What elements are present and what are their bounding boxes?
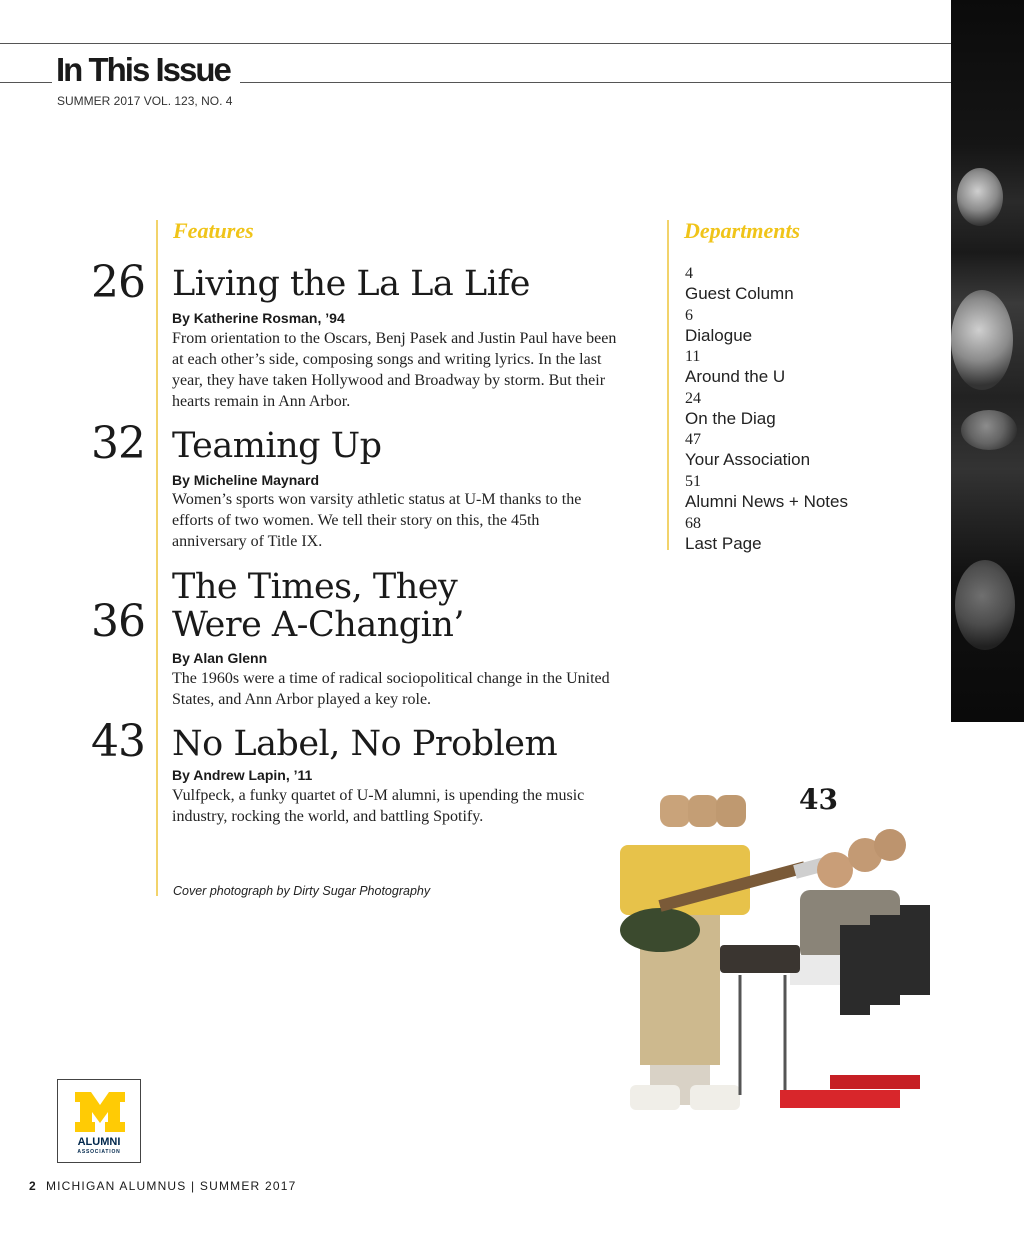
department-page: 68 [685, 514, 701, 532]
block-m-icon [75, 1092, 125, 1132]
feature-byline: By Micheline Maynard [172, 472, 320, 488]
header-left-rule [0, 82, 52, 83]
feature-page-number: 32 [91, 418, 145, 469]
feature-description: The 1960s were a time of radical sociopolitical change in the United States, and Ann Arbor played a key role. [172, 670, 610, 708]
photo-page-reference: 43 [799, 783, 838, 816]
departments-rule [667, 220, 669, 550]
feature-description: From orientation to the Oscars, Benj Pasek and Justin Paul have been at each other’s side, composing songs and writing lyrics. In the last year, they have taken Hollywood and Broadway by storm. But their hearts remain in Ann Arbor. [172, 330, 617, 410]
department-item[interactable] [685, 431, 885, 473]
feature-title[interactable]: No Label, No Problem [172, 724, 558, 764]
cover-credit: Cover photograph by Dirty Sugar Photography [173, 884, 431, 898]
crowd-face-2 [951, 290, 1013, 390]
footer-page-number: 2 [29, 1179, 37, 1193]
department-label: Guest Column [685, 284, 794, 303]
department-page: 11 [685, 348, 701, 366]
features-heading: Features [173, 218, 254, 243]
department-label: Dialogue [685, 325, 753, 345]
feature-title-line-2[interactable]: Were A-Changin’ [172, 605, 464, 645]
header-right-rule [240, 82, 951, 83]
department-label: Your Association [685, 450, 811, 470]
footer [29, 1179, 296, 1193]
department-page: 24 [685, 389, 701, 407]
department-item[interactable] [685, 473, 885, 515]
logo-line-2: ASSOCIATION [77, 1149, 121, 1155]
department-page: 47 [685, 431, 701, 449]
header-top-rule [0, 43, 951, 44]
feature-page-number: 36 [91, 596, 145, 647]
feature-title[interactable]: Teaming Up [172, 426, 382, 466]
feature-title[interactable]: Living the La La Life [172, 264, 530, 304]
department-item[interactable] [685, 265, 885, 307]
department-label: Around the U [685, 367, 786, 387]
page-title: In This Issue [56, 51, 230, 88]
features-rule [156, 220, 158, 896]
issue-subtitle: SUMMER 2017 VOL. 123, NO. 4 [57, 94, 233, 108]
feature-title-line-1[interactable]: The Times, They [172, 567, 458, 607]
feature-page-number: 26 [91, 257, 145, 308]
feature-byline: By Andrew Lapin, ’11 [172, 767, 313, 783]
department-item[interactable] [685, 348, 885, 390]
department-item[interactable] [685, 515, 885, 557]
feature-description: Women’s sports won varsity athletic status at U-M thanks to the efforts of two women. We tell their story on this, the 45th anniversary of Title IX. [172, 491, 582, 550]
feature-description: Vulfpeck, a funky quartet of U-M alumni, is upending the music industry, rocking the world, and battling Spotify. [172, 787, 585, 825]
alumni-association-logo [57, 1079, 141, 1163]
department-page: 6 [685, 306, 693, 324]
band-photo [600, 785, 950, 1145]
feature-byline: By Katherine Rosman, ’94 [172, 310, 345, 326]
logo-line-1: ALUMNI [77, 1136, 121, 1148]
footer-publication: MICHIGAN ALUMNUS | SUMMER 2017 [45, 1179, 297, 1193]
department-label: On the Diag [685, 408, 776, 428]
crowd-photo-strip [951, 0, 1024, 722]
crowd-face-1 [957, 168, 1003, 226]
department-page: 51 [685, 472, 701, 490]
crowd-face-3 [961, 410, 1017, 450]
department-label: Alumni News + Notes [685, 491, 848, 511]
departments-list [685, 265, 885, 556]
feature-page-number: 43 [91, 716, 145, 767]
department-page: 4 [685, 265, 693, 282]
departments-heading: Departments [684, 218, 801, 243]
department-label: Last Page [685, 533, 762, 553]
department-item[interactable] [685, 390, 885, 432]
department-item[interactable] [685, 307, 885, 349]
feature-byline: By Alan Glenn [172, 650, 268, 666]
crowd-face-4 [955, 560, 1015, 650]
